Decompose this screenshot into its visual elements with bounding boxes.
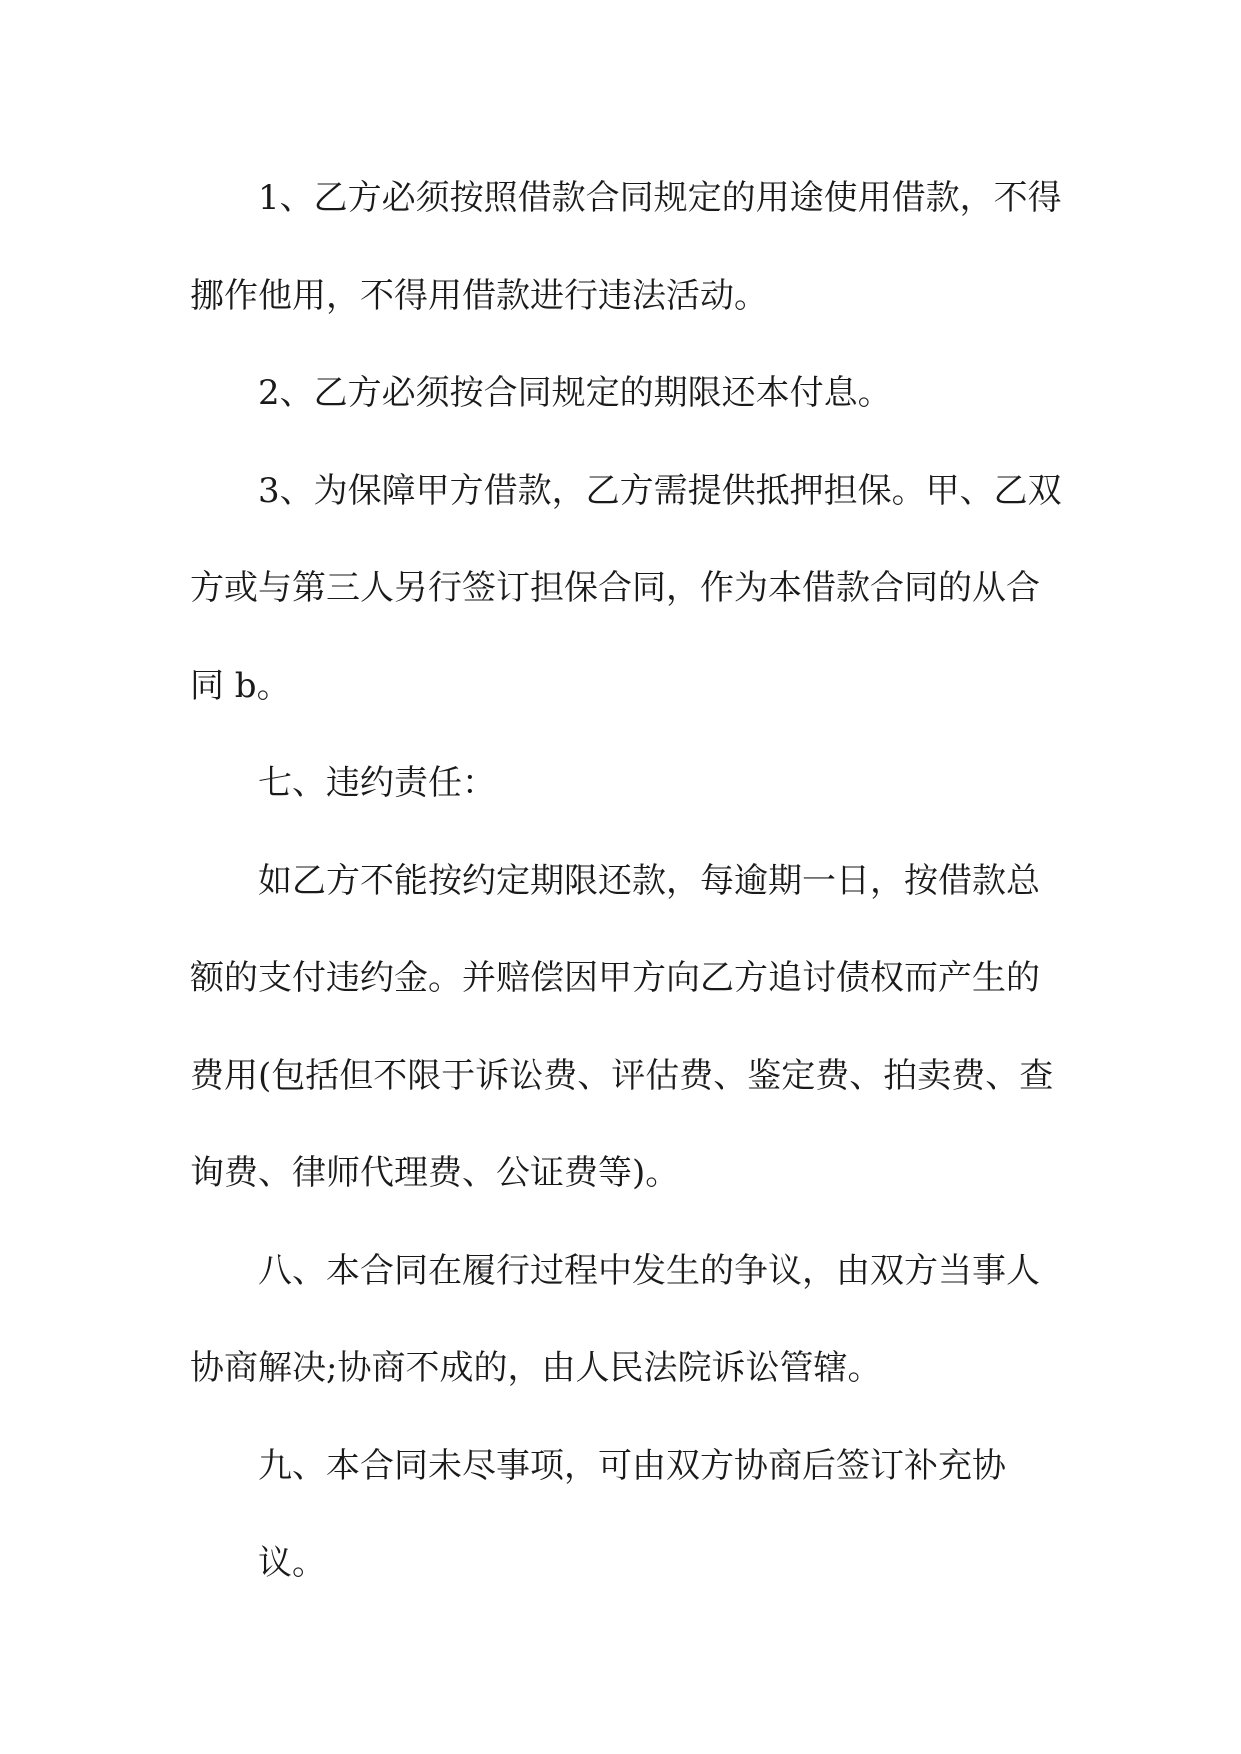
text-line: 议。 <box>258 1543 326 1583</box>
paragraph-breach-liability <box>190 833 1054 1223</box>
paragraph-clause-3 <box>190 443 1062 736</box>
text-line: 九、本合同未尽事项，可由双方协商后签订补充协 <box>258 1445 1006 1486</box>
paragraph-dispute-resolution <box>190 1223 1046 1418</box>
text-line: 2、乙方必须按合同规定的期限还本付息。 <box>258 373 892 413</box>
text-line: 八、本合同在履行过程中发生的争议，由双方当事人 <box>258 1250 1040 1291</box>
document-body <box>190 150 1062 1613</box>
text-line: 七、违约责任： <box>258 763 496 803</box>
text-line: 如乙方不能按约定期限还款，每逾期一日，按借款总 <box>258 860 1040 901</box>
text-line: 同 b。 <box>190 665 291 706</box>
text-line: 方或与第三人另行签订担保合同，作为本借款合同的从合 <box>190 568 1040 608</box>
section-heading-breach-liability <box>190 735 1046 833</box>
text-line: 额的支付违约金。并赔偿因甲方向乙方追讨债权而产生的 <box>190 958 1040 998</box>
text-line: 协商解决;协商不成的，由人民法院诉讼管辖。 <box>190 1348 882 1388</box>
text-line: 1、乙方必须按照借款合同规定的用途使用借款，不得 <box>258 178 1062 218</box>
text-line: 挪作他用，不得用借款进行违法活动。 <box>190 275 768 316</box>
paragraph-supplementary <box>190 1418 1046 1613</box>
paragraph-clause-1 <box>190 150 1062 345</box>
text-line: 3、为保障甲方借款，乙方需提供抵押担保。甲、乙双 <box>258 470 1062 511</box>
text-line: 询费、律师代理费、公证费等)。 <box>190 1153 680 1193</box>
text-line: 费用(包括但不限于诉讼费、评估费、鉴定费、拍卖费、查 <box>190 1055 1054 1096</box>
paragraph-clause-2 <box>190 345 1046 443</box>
